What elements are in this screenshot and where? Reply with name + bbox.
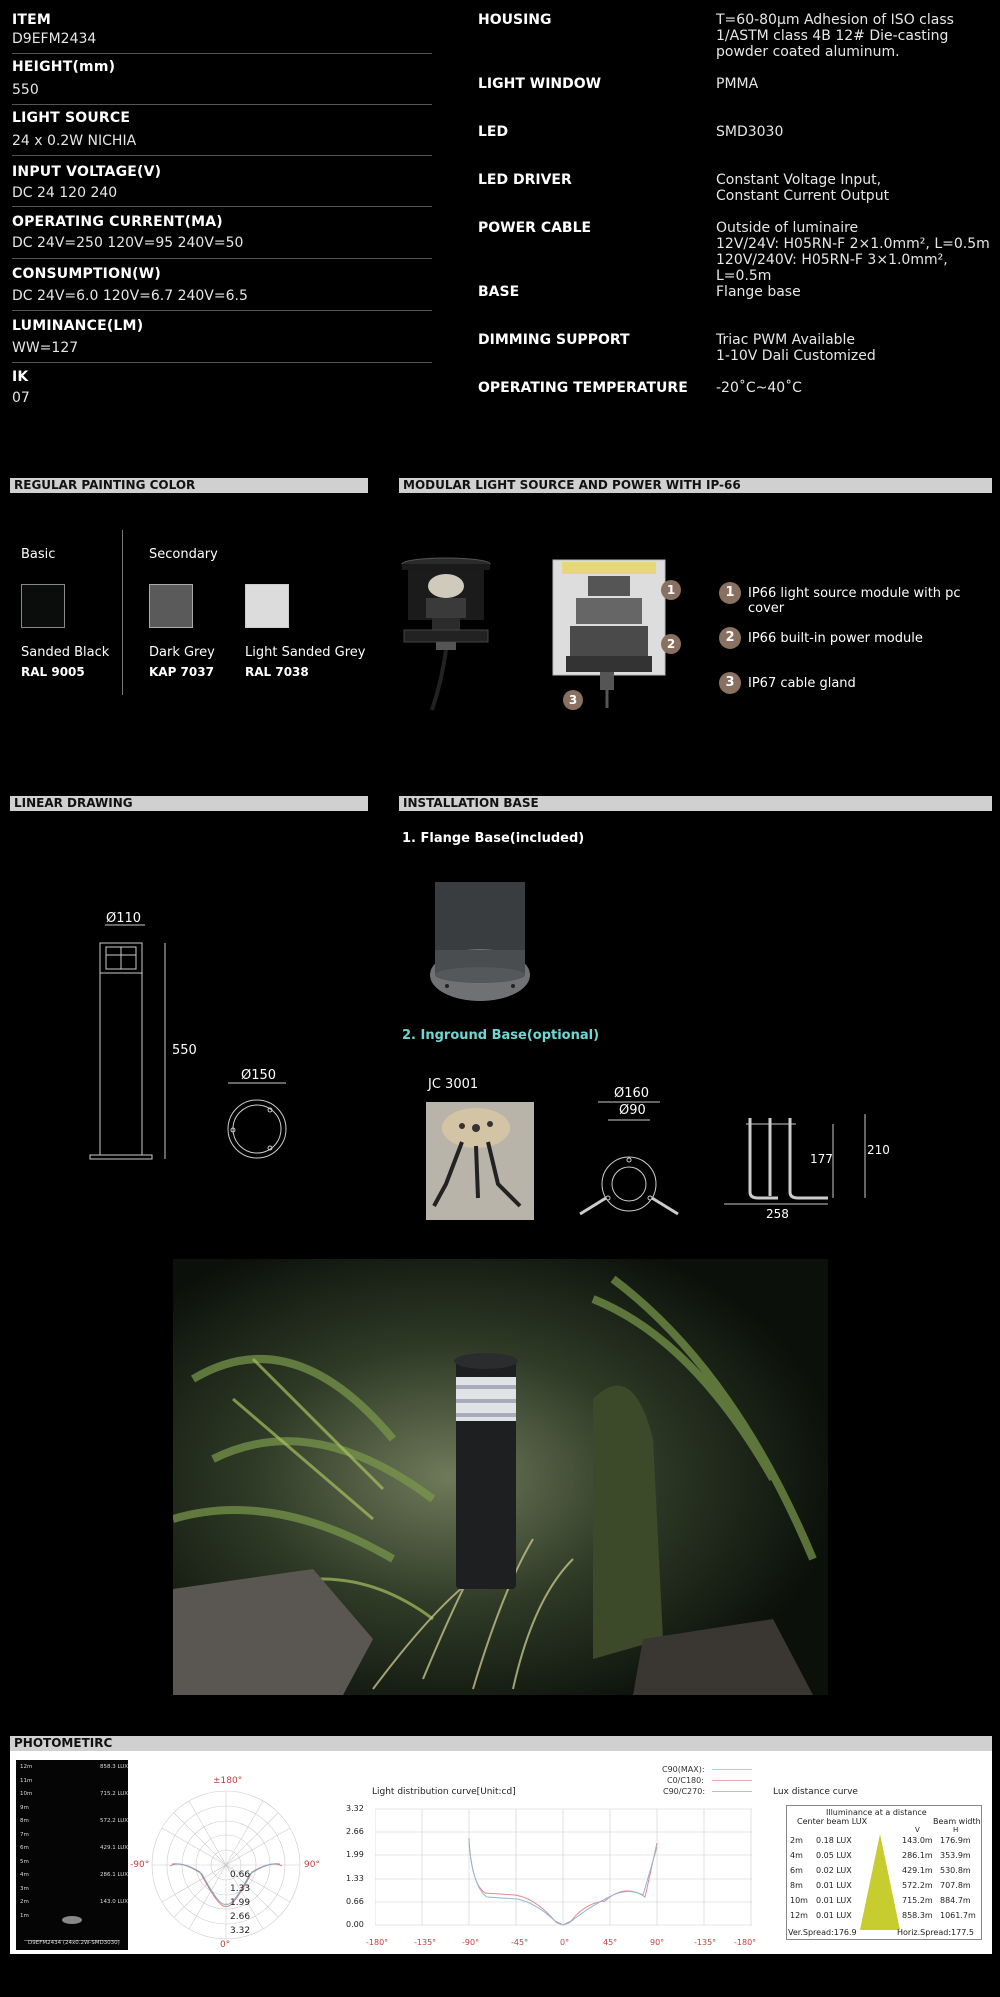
section-header-linear: LINEAR DRAWING [10,796,368,811]
legend-swatch [712,1769,752,1770]
jc-label: JC 3001 [428,1077,479,1092]
spec-value-consumption: DC 24V=6.0 120V=6.7 240V=6.5 [12,288,248,304]
isolux-distance: 3m [20,1886,29,1892]
lux-v: 143.0m [902,1836,933,1845]
lux-value: 0.05 LUX [816,1851,852,1860]
lux-v: 286.1m [902,1851,933,1860]
isolux-lux: 143.0 LUX [100,1899,129,1905]
isolux-distance: 8m [20,1818,29,1824]
isolux-distance: 5m [20,1859,29,1865]
lux-v: 715.2m [902,1896,933,1905]
spec-label-led: LED [478,124,509,140]
spec-value-dimming: Triac PWM Available 1-10V Dali Customized [716,332,876,364]
basic-label: Basic [21,547,56,562]
x-tick: -135° [694,1938,717,1947]
swatch-name: Light Sanded Grey [245,645,366,660]
isolux-lux: 429.1 LUX [100,1845,129,1851]
polar-ring-label: 2.66 [230,1912,251,1922]
lux-h: 707.8m [940,1881,971,1890]
spec-value-ik: 07 [12,390,30,406]
list-badge: 2 [719,627,741,649]
isolux-lux: 858.3 LUX [100,1764,129,1770]
list-badge: 3 [719,672,741,694]
section-header-installation: INSTALLATION BASE [399,796,992,811]
isolux-model: D9EFM2434 (24x0.2W-SMD3030) [28,1940,120,1946]
distribution-curve-chart [375,1803,752,1933]
polar-ring-label: 3.32 [230,1926,251,1936]
lux-h: 884.7m [940,1896,971,1905]
list-badge: 1 [719,582,741,604]
spec-label-dimming: DIMMING SUPPORT [478,332,630,348]
y-tick: 0.66 [346,1897,364,1906]
spec-label-ik: IK [12,369,29,385]
legend-swatch [712,1791,752,1792]
lux-value: 0.02 LUX [816,1866,852,1875]
spec-value-led: SMD3030 [716,124,784,140]
spec-label-led-driver: LED DRIVER [478,172,572,188]
spec-value-operating-current: DC 24V=250 120V=95 240V=50 [12,235,244,251]
dim-177: 177 [810,1152,833,1166]
isolux-distance: 10m [20,1791,33,1797]
top-diameter-label: Ø110 [106,911,142,926]
divider [12,53,432,54]
isolux-distance: 11m [20,1778,33,1784]
y-tick: 1.33 [346,1874,364,1883]
isolux-distance: 9m [20,1805,29,1811]
spec-value-base: Flange base [716,284,801,300]
lux-distance: 10m [790,1896,808,1905]
lux-header: Center beam LUX [797,1817,868,1826]
list-item: IP66 light source module with pc cover [748,586,961,616]
polar-bottom-label: 0° [220,1940,231,1950]
x-tick: -135° [414,1938,437,1947]
spec-label-power-cable: POWER CABLE [478,220,592,236]
spec-value-housing: T=60-80μm Adhesion of ISO class 1/ASTM class 4B 12# Die-casting powder coated aluminum. [716,12,954,60]
polar-chart [150,1790,302,1940]
lux-header: Beam width [933,1817,981,1826]
spec-value-input-voltage: DC 24 120 240 [12,185,118,201]
list-item: IP67 cable gland [748,676,856,691]
horizontal-spread: Horiz.Spread:177.5 [897,1928,974,1937]
spec-label-operating-current: OPERATING CURRENT(MA) [12,214,223,230]
legend-swatch [712,1780,752,1781]
isolux-distance: 1m [20,1913,29,1919]
flange-base-title: 1. Flange Base(included) [402,831,585,846]
spec-label-luminance: LUMINANCE(LM) [12,318,144,334]
curve-title: Light distribution curve[Unit:cd] [372,1787,516,1797]
isolux-lux: 286.1 LUX [100,1872,129,1878]
divider [12,104,432,105]
swatch-dark-grey [149,584,193,628]
list-item: IP66 built-in power module [748,631,923,646]
spec-value-height: 550 [12,82,39,98]
legend-item: C90/C270: [663,1787,706,1796]
legend-item: C90(MAX): [662,1765,705,1774]
y-tick: 1.99 [346,1850,364,1859]
polar-right-label: 90° [304,1860,320,1870]
isolux-distance: 6m [20,1845,29,1851]
polar-ring-label: 0.66 [230,1870,251,1880]
vertical-spread: Ver.Spread:176.9 [788,1928,857,1937]
section-header-photometric: PHOTOMETIRC [10,1736,992,1751]
x-tick: 45° [603,1938,618,1947]
x-tick: -45° [511,1938,529,1947]
height-label: 550 [172,1043,197,1058]
spec-value-light-window: PMMA [716,76,759,92]
lux-distance: 6m [790,1866,803,1875]
y-tick: 0.00 [346,1920,364,1929]
lux-header: V [915,1826,920,1834]
section-header-modular: MODULAR LIGHT SOURCE AND POWER WITH IP-66 [399,478,992,493]
spec-value-item: D9EFM2434 [12,31,97,47]
flange-base-image [425,880,545,1005]
swatch-code: RAL 7038 [245,665,309,679]
polar-top-label: ±180° [213,1776,243,1786]
y-tick: 2.66 [346,1827,364,1836]
lux-value: 0.01 LUX [816,1911,852,1920]
x-tick: 90° [650,1938,665,1947]
spec-label-light-window: LIGHT WINDOW [478,76,602,92]
x-tick: 0° [560,1938,570,1947]
callout-badge: 2 [661,634,681,654]
x-tick: -180° [366,1938,389,1947]
polar-ring-label: 1.99 [230,1898,251,1908]
legend-item: C0/C180: [667,1776,704,1785]
polar-ring-label: 1.33 [230,1884,251,1894]
lux-value: 0.18 LUX [816,1836,852,1845]
spec-label-height: HEIGHT(mm) [12,59,116,75]
outer-diameter-label: Ø160 [614,1086,650,1101]
inner-diameter-label: Ø90 [619,1103,646,1118]
lux-distance: 2m [790,1836,803,1845]
lux-distance: 4m [790,1851,803,1860]
spec-label-input-voltage: INPUT VOLTAGE(V) [12,164,162,180]
spec-label-light-source: LIGHT SOURCE [12,110,131,126]
spec-value-operating-temp: -20˚C~40˚C [716,380,802,396]
lux-v: 858.3m [902,1911,933,1920]
lux-header: H [953,1826,959,1834]
spec-value-luminance: WW=127 [12,340,79,356]
lux-header: Illuminance at a distance [826,1808,927,1817]
lux-h: 1061.7m [940,1911,976,1920]
dim-210: 210 [867,1143,890,1157]
isolux-distance: 4m [20,1872,29,1878]
spec-label-operating-temp: OPERATING TEMPERATURE [478,380,688,396]
section-header-painting: REGULAR PAINTING COLOR [10,478,368,493]
base-diameter-label: Ø150 [241,1068,277,1083]
lux-v: 429.1m [902,1866,933,1875]
lux-title: Lux distance curve [773,1787,858,1797]
isolux-distance: 2m [20,1899,29,1905]
linear-drawing [80,905,320,1165]
divider [12,155,432,156]
isolux-lux: 572.2 LUX [100,1818,129,1824]
divider [12,206,432,207]
spec-label-consumption: CONSUMPTION(W) [12,266,161,282]
divider [12,258,432,259]
spec-label-item: ITEM [12,12,52,28]
divider [12,362,432,363]
spec-value-light-source: 24 x 0.2W NICHIA [12,133,137,149]
isolux-distance: 7m [20,1832,29,1838]
lifestyle-photo [173,1259,828,1695]
inground-base-photo [426,1102,534,1220]
callout-badge: 3 [563,690,583,710]
swatch-code: KAP 7037 [149,665,214,679]
polar-left-label: -90° [130,1860,150,1870]
lux-h: 353.9m [940,1851,971,1860]
swatch-sanded-black [21,584,65,628]
isolux-chart [16,1760,128,1950]
lux-beam-cone [858,1832,902,1932]
swatch-name: Sanded Black [21,645,110,660]
swatch-name: Dark Grey [149,645,215,660]
lux-v: 572.2m [902,1881,933,1890]
light-module-product-image [396,550,506,725]
dim-258: 258 [766,1207,789,1221]
isolux-distance: 12m [20,1764,33,1770]
x-tick: -90° [462,1938,480,1947]
callout-badge: 1 [661,580,681,600]
swatch-light-sanded-grey [245,584,289,628]
lux-distance: 8m [790,1881,803,1890]
inground-base-drawing-side [720,1106,880,1216]
divider [122,530,123,695]
spec-label-housing: HOUSING [478,12,552,28]
spec-value-power-cable: Outside of luminaire 12V/24V: H05RN-F 2×1.0mm², L=0.5m 120V/240V: H05RN-F 3×1.0mm², L=0.5m [716,220,990,284]
isolux-lux: 715.2 LUX [100,1791,129,1797]
lux-value: 0.01 LUX [816,1896,852,1905]
inground-base-title: 2. Inground Base(optional) [402,1028,600,1043]
secondary-label: Secondary [149,547,218,562]
spec-label-base: BASE [478,284,520,300]
swatch-code: RAL 9005 [21,665,85,679]
lux-distance: 12m [790,1911,808,1920]
lux-h: 530.8m [940,1866,971,1875]
y-tick: 3.32 [346,1804,364,1813]
spec-value-led-driver: Constant Voltage Input, Constant Current Output [716,172,890,204]
divider [12,310,432,311]
lux-value: 0.01 LUX [816,1881,852,1890]
lux-h: 176.9m [940,1836,971,1845]
x-tick: -180° [734,1938,757,1947]
